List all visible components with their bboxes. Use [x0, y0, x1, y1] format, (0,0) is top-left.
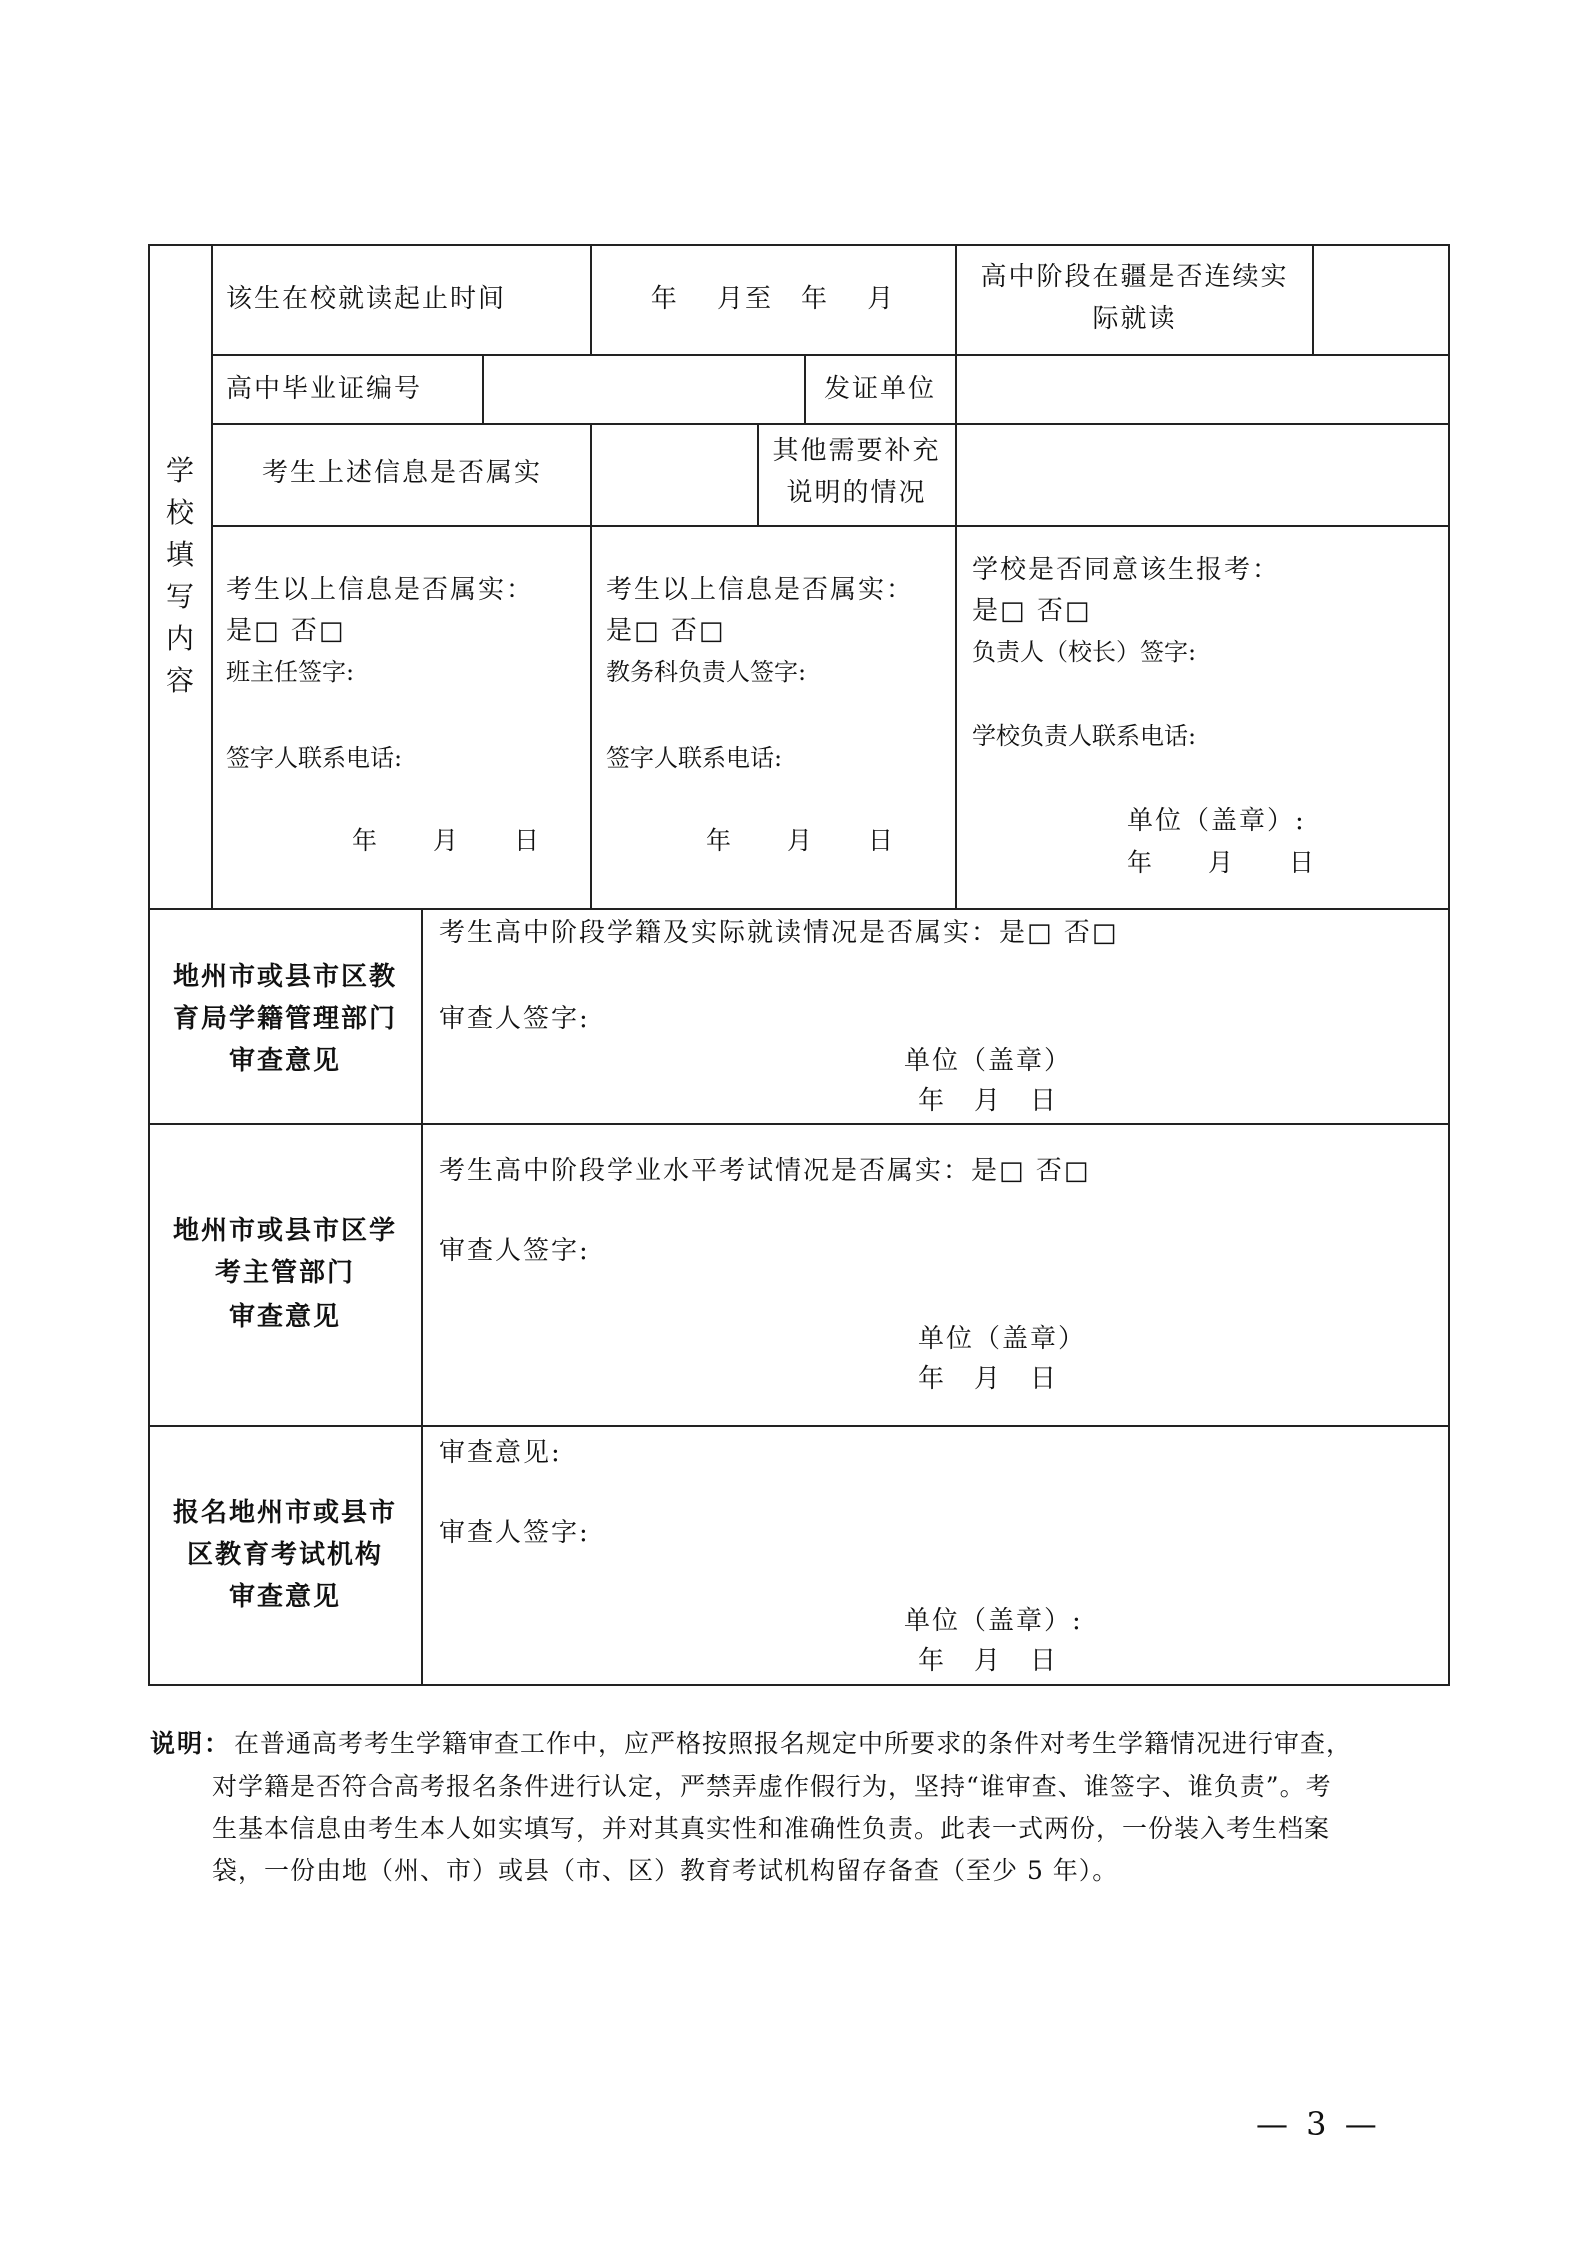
issuer-input[interactable]	[958, 357, 1447, 422]
exam-agency-label-2: 区教育考试机构	[186, 1540, 383, 1570]
note-line-3: 生基本信息由考生本人如实填写，并对其真实性和准确性负责。此表一式两份，一份装入考生档案	[212, 1814, 1331, 1843]
edu-bureau-label: 地州市或县市区教	[172, 962, 397, 992]
academic-phone[interactable]: 签字人联系电话:	[606, 744, 783, 772]
info-truth-label: 考生上述信息是否属实	[262, 458, 543, 488]
row1-col-c	[1312, 244, 1314, 354]
continuous-study-label-2: 际就读	[1092, 304, 1177, 334]
exam-dept-date[interactable]: 年 月 日	[918, 1364, 1059, 1394]
continuous-study-input[interactable]	[1315, 247, 1447, 353]
edu-bureau-question[interactable]: 考生高中阶段学籍及实际就读情况是否属实：是□ 否□	[439, 918, 1119, 948]
table-border-bottom	[148, 1684, 1450, 1686]
page-number: — 3 —	[1256, 2105, 1381, 2143]
teacher-signature[interactable]: 班主任签字:	[226, 658, 355, 686]
principal-question: 学校是否同意该生报考：	[972, 555, 1281, 585]
row2-bottom	[211, 423, 1450, 425]
row3-bottom	[211, 525, 1450, 527]
principal-signature[interactable]: 负责人（校长）签字:	[972, 638, 1197, 666]
school-label-divider	[211, 244, 213, 910]
exam-agency-reviewer[interactable]: 审查人签字:	[439, 1518, 590, 1548]
exam-dept-question[interactable]: 考生高中阶段学业水平考试情况是否属实：是□ 否□	[439, 1156, 1091, 1186]
principal-date[interactable]: 年 月 日	[1127, 848, 1317, 877]
row3-col-a	[590, 423, 592, 525]
study-period-value[interactable]: 年 月至 年 月	[650, 284, 896, 314]
bureau-section-bottom	[148, 1123, 1450, 1125]
other-notes-input[interactable]	[958, 426, 1447, 524]
principal-unit-seal: 单位（盖章）:	[1127, 806, 1306, 836]
side-char: 容	[165, 664, 194, 697]
exam-dept-label-2: 考主管部门	[214, 1258, 355, 1288]
table-border-top	[148, 244, 1450, 246]
lower-label-divider	[421, 908, 423, 1686]
exam-dept-unit-seal: 单位（盖章）	[918, 1324, 1087, 1354]
other-notes-label-2: 说明的情况	[786, 478, 927, 508]
exam-agency-label: 报名地州市或县市	[172, 1498, 397, 1528]
row2-col-a	[482, 354, 484, 423]
principal-yes-no[interactable]: 是□ 否□	[972, 596, 1092, 626]
teacher-date[interactable]: 年 月 日	[352, 826, 542, 855]
side-char: 校	[165, 496, 194, 529]
exam-dept-reviewer[interactable]: 审查人签字:	[439, 1236, 590, 1266]
academic-yes-no[interactable]: 是□ 否□	[606, 616, 726, 646]
side-char: 学	[165, 454, 194, 487]
exam-dept-section-bottom	[148, 1425, 1450, 1427]
school-side-label	[160, 450, 200, 702]
edu-bureau-label-2: 育局学籍管理部门	[172, 1004, 397, 1034]
diploma-number-label: 高中毕业证编号	[226, 374, 423, 404]
teacher-phone[interactable]: 签字人联系电话:	[226, 744, 403, 772]
continuous-study-label: 高中阶段在疆是否连续实	[980, 262, 1289, 292]
exam-dept-label-3: 审查意见	[228, 1302, 341, 1332]
teacher-yes-no[interactable]: 是□ 否□	[226, 616, 346, 646]
exam-agency-label-3: 审查意见	[228, 1582, 341, 1612]
exam-agency-date[interactable]: 年 月 日	[918, 1646, 1059, 1676]
row4-col-b	[955, 525, 957, 910]
study-period-label: 该生在校就读起止时间	[226, 284, 507, 314]
row2-col-c	[955, 354, 957, 423]
academic-date[interactable]: 年 月 日	[706, 826, 896, 855]
academic-signature[interactable]: 教务科负责人签字:	[606, 658, 807, 686]
note-line-2: 对学籍是否符合高考报名条件进行认定，严禁弄虚作假行为，坚持“谁审查、谁签字、谁负责”。考	[212, 1772, 1332, 1801]
issuer-label: 发证单位	[823, 374, 936, 404]
row3-col-c	[955, 423, 957, 525]
school-section-bottom	[148, 908, 1450, 910]
side-char: 写	[165, 580, 194, 613]
row4-col-a	[590, 525, 592, 910]
edu-bureau-label-3: 审查意见	[228, 1046, 341, 1076]
exam-agency-unit-seal: 单位（盖章）:	[904, 1606, 1083, 1636]
edu-bureau-date[interactable]: 年 月 日	[918, 1086, 1059, 1116]
other-notes-label: 其他需要补充	[772, 436, 941, 466]
row1-col-b	[955, 244, 957, 354]
edu-bureau-unit-seal: 单位（盖章）	[904, 1046, 1073, 1076]
note-line-1: 在普通高考考生学籍审查工作中，应严格按照报名规定中所要求的条件对考生学籍情况进行审查，	[234, 1729, 1353, 1758]
principal-phone[interactable]: 学校负责人联系电话:	[972, 722, 1197, 750]
side-char: 填	[165, 538, 194, 571]
diploma-number-input[interactable]	[485, 357, 803, 422]
row1-bottom	[211, 354, 1450, 356]
edu-bureau-reviewer[interactable]: 审查人签字:	[439, 1004, 590, 1034]
note-label: 说明：	[150, 1729, 232, 1758]
teacher-question: 考生以上信息是否属实：	[226, 575, 535, 605]
info-truth-input[interactable]	[593, 426, 756, 524]
table-border-right	[1448, 244, 1450, 1686]
side-char: 内	[165, 622, 194, 655]
note-line-4: 袋，一份由地（州、市）或县（市、区）教育考试机构留存备查（至少 5 年）。	[212, 1856, 1119, 1885]
academic-question: 考生以上信息是否属实：	[606, 575, 915, 605]
exam-agency-opinion[interactable]: 审查意见:	[439, 1438, 562, 1468]
exam-dept-label: 地州市或县市区学	[172, 1216, 397, 1246]
